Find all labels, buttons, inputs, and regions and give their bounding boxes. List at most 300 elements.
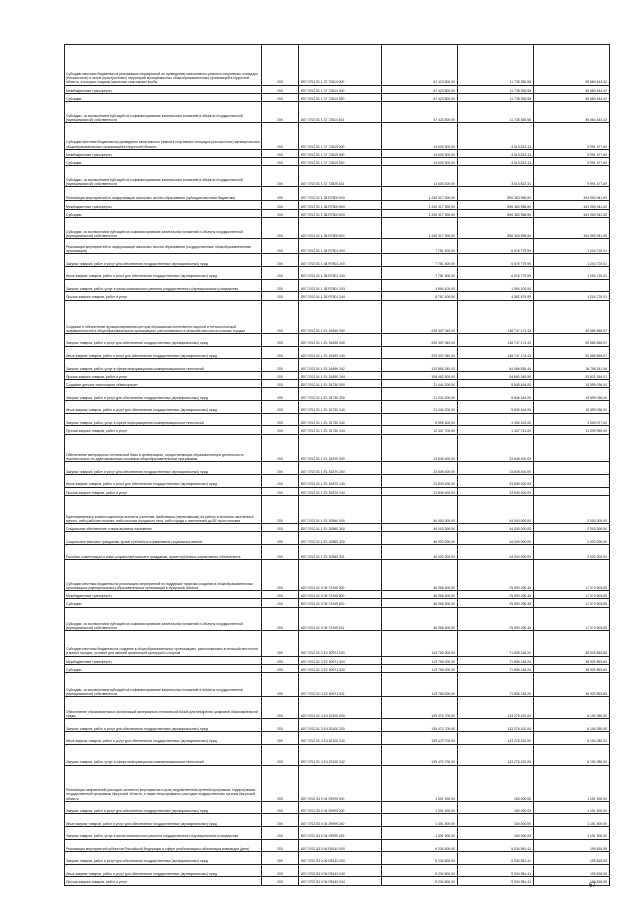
row-name-cell: Субсидии, за исключением субсидий на софинансирование капитальных вложений в объекты государственной (муниципальной) собственности xyxy=(65,166,262,187)
row-approved-cell: 1 240 317 900,00 xyxy=(382,187,458,201)
row-approved-cell: 1 240 317 900,00 xyxy=(382,218,458,239)
row-code-cell: 200 xyxy=(262,267,299,280)
table-row xyxy=(65,434,610,462)
table-row xyxy=(65,149,610,157)
row-executed-cell: 5 845 164,00 xyxy=(458,380,534,388)
row-code-cell: 200 xyxy=(262,239,299,254)
row-name-cell: Иные закупки товаров, работ и услуг для обеспечения государственных (муниципальных) нужд xyxy=(65,346,262,359)
row-executed-cell: 44 000 000,00 xyxy=(458,532,534,545)
row-kbk-cell: 807 0702 51 1 E1 52560 300 xyxy=(299,523,382,531)
table-body xyxy=(65,45,610,886)
row-remaining-cell: 1 204 720,01 xyxy=(534,267,610,280)
row-remaining-cell: 55 684 444,42 xyxy=(534,85,610,93)
row-code-cell: 200 xyxy=(262,801,299,814)
row-remaining-cell: - xyxy=(534,475,610,488)
row-name-cell: Прочая закупка товаров, работ и услуг xyxy=(65,877,262,885)
row-remaining-cell: 9 991 477,69 xyxy=(534,158,610,166)
row-code-cell: 200 xyxy=(262,426,299,434)
table-row xyxy=(65,852,610,865)
table-row xyxy=(65,359,610,372)
row-code-cell: 200 xyxy=(262,656,299,664)
row-kbk-cell: 807 0702 53 0 06 R5140 000 xyxy=(299,839,382,852)
row-approved-cell: 21 444 200,00 xyxy=(382,401,458,414)
row-name-cell: Обеспечение материально-технической базы в организациях, осуществляющих образовательную деятельность исключительно по адаптированным основным общеобразовательным программам xyxy=(65,434,262,462)
row-kbk-cell: 807 0702 51 1 37 72829 520 xyxy=(299,158,382,166)
row-approved-cell: 1 240 317 900,00 xyxy=(382,209,458,217)
row-code-cell: 200 xyxy=(262,495,299,523)
row-code-cell: 200 xyxy=(262,673,299,697)
row-name-cell: Субсидии, за исключением субсидий на софинансирование капитальных вложений в объекты государственной (муниципальной) собственности xyxy=(65,102,262,123)
row-name-cell: Закупка товаров, работ и услуг для обеспечения государственных (муниципальных) нужд xyxy=(65,334,262,347)
table-row xyxy=(65,218,610,239)
row-approved-cell: 67 423 800,00 xyxy=(382,45,458,86)
row-code-cell: 200 xyxy=(262,85,299,93)
row-remaining-cell: - xyxy=(534,487,610,495)
row-code-cell: 200 xyxy=(262,201,299,209)
row-remaining-cell: 6 194 280,00 xyxy=(534,719,610,732)
table-row xyxy=(65,631,610,656)
row-executed-cell: 4 582 679,99 xyxy=(458,292,534,300)
row-name-cell: Реализация мероприятий субъектов Российской Федерации в сфере реабилитации и абилитации инвалидов (дети) xyxy=(65,839,262,852)
row-remaining-cell: - xyxy=(534,434,610,462)
row-code-cell: 200 xyxy=(262,839,299,852)
row-executed-cell: 4 496 423,00 xyxy=(458,413,534,426)
table-row xyxy=(65,239,610,254)
row-executed-cell: 150 000,00 xyxy=(458,826,534,839)
row-name-cell: Создание детских технопарков «Кванториум» xyxy=(65,380,262,388)
row-code-cell: 200 xyxy=(262,279,299,292)
row-remaining-cell: 1 151 900,00 xyxy=(534,826,610,839)
row-kbk-cell: 807 0702 51 1 E1 52560 000 xyxy=(299,495,382,523)
table-row xyxy=(65,719,610,732)
row-remaining-cell: 343 953 941,50 xyxy=(534,209,610,217)
row-name-cell: Субсидии xyxy=(65,93,262,101)
table-row xyxy=(65,607,610,631)
row-kbk-cell: 807 0702 51 1 37 72814 000 xyxy=(299,45,382,86)
row-code-cell: 200 xyxy=(262,371,299,379)
row-remaining-cell: 6 194 280,00 xyxy=(534,744,610,765)
row-executed-cell: 5 034 981,41 xyxy=(458,839,534,852)
row-approved-cell: 139 470 700,00 xyxy=(382,719,458,732)
row-code-cell: 200 xyxy=(262,93,299,101)
table-row xyxy=(65,102,610,123)
row-executed-cell: 150 000,00 xyxy=(458,801,534,814)
row-kbk-cell: 807 0702 51 3 E2 50971 521 xyxy=(299,673,382,697)
row-approved-cell: 110 765 000,00 xyxy=(382,664,458,672)
row-approved-cell: 46 966 900,00 xyxy=(382,607,458,631)
row-kbk-cell: 807 0702 51 1 38 R7500 500 xyxy=(299,201,382,209)
row-executed-cell: 71 835 146,20 xyxy=(458,673,534,697)
table-row xyxy=(65,697,610,719)
row-kbk-cell: 807 0702 51 1 38 R7501 243 xyxy=(299,279,382,292)
row-approved-cell: 1 301 900,00 xyxy=(382,765,458,801)
row-executed-cell: 3 613 822,31 xyxy=(458,149,534,157)
row-code-cell: 200 xyxy=(262,292,299,300)
row-remaining-cell: 9 991 477,69 xyxy=(534,166,610,187)
row-kbk-cell: 807 0702 53 0 06 R5140 244 xyxy=(299,877,382,885)
row-executed-cell: 5 845 164,00 xyxy=(458,401,534,414)
row-executed-cell: 23 849 400,00 xyxy=(458,434,534,462)
row-kbk-cell: 807 0702 51 1 38 R7500 520 xyxy=(299,209,382,217)
row-code-cell: 200 xyxy=(262,359,299,372)
row-remaining-cell: 38 929 853,80 xyxy=(534,673,610,697)
row-name-cell: Иные закупки товаров, работ и услуг для обеспечения государственных (муниципальных) нужд xyxy=(65,267,262,280)
row-approved-cell: 21 444 200,00 xyxy=(382,388,458,401)
row-approved-cell: 229 337 040,00 xyxy=(382,300,458,334)
row-code-cell: 200 xyxy=(262,475,299,488)
row-kbk-cell: 807 0702 51 1 E1 51690 240 xyxy=(299,346,382,359)
row-code-cell: 200 xyxy=(262,413,299,426)
row-name-cell: Закупка товаров, работ, услуг в целях капитального ремонта государственного (муниципального) имущества xyxy=(65,826,262,839)
row-executed-cell: 150 000,00 xyxy=(458,765,534,801)
row-name-cell: Закупка товаров, работ и услуг для обеспечения государственных (муниципальных) нужд xyxy=(65,254,262,267)
row-code-cell: 200 xyxy=(262,631,299,656)
row-kbk-cell: 807 0702 51 1 38 R7500 521 xyxy=(299,218,382,239)
row-remaining-cell: 38 929 853,80 xyxy=(534,656,610,664)
row-executed-cell: 71 835 146,20 xyxy=(458,631,534,656)
table-row xyxy=(65,475,610,488)
row-name-cell: Реализация направлений расходов основного мероприятия и (или) ведомственной целевой программы, подпрограммы государственной программы Иркутской области, а также непрограммных расходов государственных органов Иркутской области xyxy=(65,765,262,801)
row-approved-cell: 12 447 700,00 xyxy=(382,426,458,434)
row-remaining-cell: 1 204 720,01 xyxy=(534,292,610,300)
row-remaining-cell: 15 599 036,00 xyxy=(534,380,610,388)
row-code-cell: 200 xyxy=(262,487,299,495)
row-name-cell: Межбюджетные трансферты xyxy=(65,590,262,598)
row-code-cell: 200 xyxy=(262,697,299,719)
row-approved-cell: 139 470 700,00 xyxy=(382,744,458,765)
row-executed-cell: 133 276 420,00 xyxy=(458,719,534,732)
row-executed-cell: 6 576 779,99 xyxy=(458,239,534,254)
row-kbk-cell: 807 0702 51 1 38 R7501 200 xyxy=(299,254,382,267)
table-row xyxy=(65,413,610,426)
row-kbk-cell: 807 0702 51 1 E1 51730 000 xyxy=(299,380,382,388)
row-kbk-cell: 807 0702 51 3 E2 50971 520 xyxy=(299,664,382,672)
row-code-cell: 200 xyxy=(262,544,299,559)
row-name-cell: Субсидии, за исключением субсидий на софинансирование капитальных вложений в объекты государственной (муниципальной) собственности xyxy=(65,673,262,697)
row-approved-cell: 13 605 300,00 xyxy=(382,166,458,187)
budget-table-sheet xyxy=(64,44,607,886)
row-approved-cell: 67 423 800,00 xyxy=(382,93,458,101)
budget-execution-table xyxy=(64,44,610,886)
row-remaining-cell: 6 194 280,00 xyxy=(534,731,610,744)
row-name-cell: Прочая закупка товаров, работ и услуг xyxy=(65,292,262,300)
row-remaining-cell: 199 818,59 xyxy=(534,877,610,885)
row-executed-cell: 11 738 355,58 xyxy=(458,85,534,93)
row-approved-cell: 1 301 900,00 xyxy=(382,826,458,839)
row-approved-cell: 13 605 300,00 xyxy=(382,149,458,157)
row-approved-cell: 7 781 500,00 xyxy=(382,239,458,254)
row-executed-cell: 29 593 296,35 xyxy=(458,590,534,598)
row-code-cell: 200 xyxy=(262,45,299,86)
row-remaining-cell: 1 151 900,00 xyxy=(534,765,610,801)
row-remaining-cell: 2 000 000,00 xyxy=(534,532,610,545)
row-approved-cell: 5 787 400,00 xyxy=(382,292,458,300)
row-kbk-cell: 807 0702 51 3 E4 52100 242 xyxy=(299,744,382,765)
row-kbk-cell: 807 0702 51 1 E1 51870 240 xyxy=(299,475,382,488)
row-remaining-cell: 90 589 865,57 xyxy=(534,300,610,334)
row-name-cell: Создание и обеспечение функционирования центров образования естественно-научной и технологической направленностей в общеобразовательных организациях, расположенных в сельской местности и малых городах xyxy=(65,300,262,334)
row-kbk-cell: 807 0702 51 1 E1 51690 242 xyxy=(299,359,382,372)
row-remaining-cell: 1 204 720,01 xyxy=(534,239,610,254)
row-approved-cell: 7 781 500,00 xyxy=(382,267,458,280)
row-approved-cell: 5 234 800,00 xyxy=(382,839,458,852)
row-approved-cell: 1 301 900,00 xyxy=(382,801,458,814)
row-remaining-cell: 38 929 853,80 xyxy=(534,664,610,672)
row-approved-cell: 1 240 317 900,00 xyxy=(382,201,458,209)
row-approved-cell: 46 966 900,00 xyxy=(382,599,458,607)
row-name-cell: Иные закупки товаров, работ и услуг для обеспечения государственных (муниципальных) нужд xyxy=(65,475,262,488)
row-executed-cell: 5 034 981,41 xyxy=(458,877,534,885)
row-executed-cell: 23 849 400,00 xyxy=(458,475,534,488)
row-remaining-cell: 17 373 603,65 xyxy=(534,599,610,607)
row-remaining-cell: 11 099 959,00 xyxy=(534,426,610,434)
row-code-cell: 200 xyxy=(262,254,299,267)
table-row xyxy=(65,826,610,839)
row-code-cell: 200 xyxy=(262,719,299,732)
row-approved-cell: 46 000 000,00 xyxy=(382,544,458,559)
row-kbk-cell: 807 0702 51 1 38 R7501 000 xyxy=(299,239,382,254)
row-name-cell: Иные закупки товаров, работ и услуг для обеспечения государственных (муниципальных) нужд xyxy=(65,814,262,827)
row-kbk-cell: 807 0702 53 0 06 R5140 240 xyxy=(299,864,382,877)
row-name-cell: Закупка товаров, работ и услуг для обеспечения государственных (муниципальных) нужд xyxy=(65,462,262,475)
row-remaining-cell: 90 589 865,57 xyxy=(534,334,610,347)
table-row xyxy=(65,346,610,359)
table-row xyxy=(65,279,610,292)
row-approved-cell: 1 301 900,00 xyxy=(382,814,458,827)
row-executed-cell: 29 593 296,35 xyxy=(458,560,534,591)
row-code-cell: 200 xyxy=(262,877,299,885)
row-remaining-cell: 4 500 077,00 xyxy=(534,413,610,426)
table-row xyxy=(65,158,610,166)
row-executed-cell: 150 000,00 xyxy=(458,814,534,827)
row-name-cell: Пособия, компенсации и иные социальные выплаты гражданам, кроме публичных нормативных обязательств xyxy=(65,544,262,559)
row-name-cell: Закупка товаров, работ и услуг для обеспечения государственных (муниципальных) нужд xyxy=(65,852,262,865)
row-approved-cell: 110 765 000,00 xyxy=(382,656,458,664)
row-remaining-cell: 9 991 477,69 xyxy=(534,123,610,150)
row-code-cell: 200 xyxy=(262,826,299,839)
row-code-cell: 200 xyxy=(262,523,299,531)
row-name-cell: Прочая закупка товаров, работ и услуг xyxy=(65,426,262,434)
row-code-cell: 200 xyxy=(262,765,299,801)
row-approved-cell: 8 996 500,00 xyxy=(382,413,458,426)
row-kbk-cell: 807 0702 51 1 E1 51730 244 xyxy=(299,426,382,434)
row-remaining-cell: 17 373 603,65 xyxy=(534,560,610,591)
row-name-cell: Субсидии местным бюджетам на создание в общеобразовательных организациях, расположенных в сельской местности и малых городах, условий для занятий физической культурой и спортом xyxy=(65,631,262,656)
table-row xyxy=(65,292,610,300)
row-executed-cell: 1 994 100,00 xyxy=(458,279,534,292)
row-executed-cell: 896 363 958,50 xyxy=(458,209,534,217)
row-approved-cell: 46 000 000,00 xyxy=(382,532,458,545)
row-name-cell: Субсидии, за исключением субсидий на софинансирование капитальных вложений в объекты государственной (муниципальной) собственности xyxy=(65,607,262,631)
row-approved-cell: 110 765 000,00 xyxy=(382,673,458,697)
row-kbk-cell: 807 0702 51 1 37 72829 521 xyxy=(299,166,382,187)
row-approved-cell: 1 994 100,00 xyxy=(382,279,458,292)
row-code-cell: 200 xyxy=(262,864,299,877)
row-executed-cell: 29 593 296,35 xyxy=(458,607,534,631)
row-kbk-cell: 807 0702 51 1 E1 51870 200 xyxy=(299,462,382,475)
row-code-cell: 200 xyxy=(262,731,299,744)
row-remaining-cell: 1 204 720,01 xyxy=(534,254,610,267)
row-remaining-cell: 1 151 900,00 xyxy=(534,801,610,814)
row-kbk-cell: 807 0702 51 1 E1 51690 200 xyxy=(299,334,382,347)
row-remaining-cell: 15 599 036,00 xyxy=(534,388,610,401)
row-name-cell: Прочая закупка товаров, работ и услуг xyxy=(65,487,262,495)
row-executed-cell: 5 034 981,41 xyxy=(458,852,534,865)
row-name-cell: Реализация мероприятий по модернизации школьных систем образования (государственные общеобразовательные организации) xyxy=(65,239,262,254)
row-name-cell: Субсидии xyxy=(65,158,262,166)
row-executed-cell: 11 738 355,58 xyxy=(458,45,534,86)
row-kbk-cell: 807 0702 53 0 04 29999 200 xyxy=(299,801,382,814)
table-row xyxy=(65,814,610,827)
row-kbk-cell: 807 0702 51 3 05 72449 000 xyxy=(299,560,382,591)
row-executed-cell: 29 593 296,35 xyxy=(458,599,534,607)
row-name-cell: Закупка товаров, работ и услуг для обеспечения государственных (муниципальных) нужд xyxy=(65,801,262,814)
row-name-cell: Единовременные компенсационные выплаты учителям, прибывшим (переехавшим) на работу в сельские населенные пункты, либо рабочие поселки, либо поселки городского типа, либо города с населением до 50 тысяч человек xyxy=(65,495,262,523)
row-code-cell: 200 xyxy=(262,209,299,217)
row-remaining-cell: 2 000 000,00 xyxy=(534,523,610,531)
row-executed-cell: 138 747 174,43 xyxy=(458,334,534,347)
row-executed-cell: 1 347 741,00 xyxy=(458,426,534,434)
row-name-cell: Субсидии xyxy=(65,209,262,217)
row-remaining-cell: 199 818,59 xyxy=(534,839,610,852)
row-remaining-cell: 15 599 036,00 xyxy=(534,401,610,414)
page-number: 67 xyxy=(589,883,596,889)
row-approved-cell: 67 423 800,00 xyxy=(382,85,458,93)
row-code-cell: 200 xyxy=(262,434,299,462)
row-kbk-cell: 807 0702 51 1 E1 51730 240 xyxy=(299,401,382,414)
row-kbk-cell: 807 0702 51 1 E1 51690 000 xyxy=(299,300,382,334)
row-executed-cell: 896 363 958,50 xyxy=(458,218,534,239)
table-row xyxy=(65,401,610,414)
table-row xyxy=(65,864,610,877)
row-name-cell: Субсидии местным бюджетам на реализацию мероприятий по поддержке практики создания в общеобразовательных организациях (муниципальных) образовательных организаций в Иркутской области xyxy=(65,560,262,591)
row-executed-cell: 44 000 000,00 xyxy=(458,495,534,523)
row-remaining-cell: 38 929 853,80 xyxy=(534,631,610,656)
row-kbk-cell: 807 0702 51 1 E1 51730 242 xyxy=(299,413,382,426)
row-code-cell: 200 xyxy=(262,218,299,239)
row-name-cell: Иные закупки товаров, работ и услуг для обеспечения государственных (муниципальных) нужд xyxy=(65,864,262,877)
row-approved-cell: 46 000 000,00 xyxy=(382,523,458,531)
row-code-cell: 200 xyxy=(262,852,299,865)
row-name-cell: Закупка товаров, работ и услуг для обеспечения государственных (муниципальных) нужд xyxy=(65,719,262,732)
row-approved-cell: 5 234 800,00 xyxy=(382,852,458,865)
table-row xyxy=(65,532,610,545)
row-executed-cell: 138 747 174,43 xyxy=(458,346,534,359)
row-kbk-cell: 807 0702 51 1 37 72814 520 xyxy=(299,93,382,101)
row-code-cell: 200 xyxy=(262,462,299,475)
row-approved-cell: 13 605 300,00 xyxy=(382,123,458,150)
row-executed-cell: 6 576 779,99 xyxy=(458,267,534,280)
table-row xyxy=(65,462,610,475)
table-row xyxy=(65,166,610,187)
table-row xyxy=(65,380,610,388)
row-remaining-cell: 53 821 354,01 xyxy=(534,371,610,379)
table-row xyxy=(65,495,610,523)
row-approved-cell: 139 470 700,00 xyxy=(382,731,458,744)
row-code-cell: 200 xyxy=(262,590,299,598)
row-code-cell: 200 xyxy=(262,607,299,631)
row-approved-cell: 229 337 040,00 xyxy=(382,334,458,347)
row-executed-cell: 11 738 355,58 xyxy=(458,93,534,101)
row-kbk-cell: 807 0702 51 1 E1 52560 320 xyxy=(299,532,382,545)
row-remaining-cell: 343 953 941,50 xyxy=(534,201,610,209)
row-kbk-cell: 807 0702 51 1 38 R7500 000 xyxy=(299,187,382,201)
row-name-cell: Межбюджетные трансферты xyxy=(65,201,262,209)
row-name-cell: Закупка товаров, работ и услуг для обеспечения государственных (муниципальных) нужд xyxy=(65,388,262,401)
row-kbk-cell: 807 0702 51 3 05 72449 521 xyxy=(299,607,382,631)
table-row xyxy=(65,656,610,664)
row-kbk-cell: 807 0702 51 3 E4 52100 240 xyxy=(299,731,382,744)
row-name-cell: Закупка товаров, работ, услуг в целях капитального ремонта государственного (муниципального) имущества xyxy=(65,279,262,292)
row-remaining-cell: 199 818,59 xyxy=(534,864,610,877)
row-remaining-cell: 17 373 603,65 xyxy=(534,590,610,598)
row-approved-cell: 5 234 800,00 xyxy=(382,877,458,885)
row-executed-cell: 44 000 000,00 xyxy=(458,544,534,559)
row-kbk-cell: 807 0702 53 0 04 29999 243 xyxy=(299,826,382,839)
row-kbk-cell: 807 0702 51 1 37 72829 000 xyxy=(299,123,382,150)
table-row xyxy=(65,560,610,591)
row-executed-cell: 23 849 400,00 xyxy=(458,487,534,495)
row-kbk-cell: 807 0702 51 1 37 72829 500 xyxy=(299,149,382,157)
row-kbk-cell: 807 0702 51 3 05 72449 500 xyxy=(299,590,382,598)
row-executed-cell: 3 613 822,31 xyxy=(458,158,534,166)
row-remaining-cell: 55 684 444,42 xyxy=(534,102,610,123)
row-name-cell: Субсидии xyxy=(65,599,262,607)
row-remaining-cell: 55 684 444,42 xyxy=(534,93,610,101)
row-executed-cell: 11 738 355,58 xyxy=(458,102,534,123)
row-kbk-cell: 807 0702 51 1 E1 52560 321 xyxy=(299,544,382,559)
row-name-cell: Иные закупки товаров, работ и услуг для обеспечения государственных (муниципальных) нужд xyxy=(65,401,262,414)
row-code-cell: 200 xyxy=(262,664,299,672)
row-name-cell: Субсидии местным бюджетам на реализацию мероприятий по проведению капитального ремонта спортивных площадок (плоскостных) и залов (пристроенных) территорий муниципальных общеобразовательных организаций в Иркутской области, в которых созданы школьные спортивные клубы xyxy=(65,45,262,86)
row-executed-cell: 896 363 958,50 xyxy=(458,201,534,209)
table-row xyxy=(65,765,610,801)
table-row xyxy=(65,254,610,267)
row-name-cell: Межбюджетные трансферты xyxy=(65,85,262,93)
row-approved-cell: 23 849 400,00 xyxy=(382,475,458,488)
row-approved-cell: 21 444 200,00 xyxy=(382,380,458,388)
table-row xyxy=(65,426,610,434)
row-name-cell: Субсидии, за исключением субсидий на софинансирование капитальных вложений в объекты государственной (муниципальной) собственности xyxy=(65,218,262,239)
table-row xyxy=(65,731,610,744)
row-kbk-cell: 807 0702 51 3 E2 50971 500 xyxy=(299,656,382,664)
row-kbk-cell: 807 0702 51 3 E4 52100 200 xyxy=(299,719,382,732)
row-name-cell: Обеспечение образовательных организаций материально-технической базой для внедрения цифровой образовательной среды xyxy=(65,697,262,719)
row-remaining-cell: 2 000 000,00 xyxy=(534,544,610,559)
row-executed-cell: 54 660 345,99 xyxy=(458,371,534,379)
table-row xyxy=(65,187,610,201)
row-kbk-cell: 807 0702 51 1 E1 51690 244 xyxy=(299,371,382,379)
row-executed-cell: 138 747 174,43 xyxy=(458,300,534,334)
row-code-cell: 200 xyxy=(262,149,299,157)
row-kbk-cell: 807 0702 51 3 E4 52100 000 xyxy=(299,697,382,719)
table-row xyxy=(65,599,610,607)
table-row xyxy=(65,300,610,334)
table-row xyxy=(65,267,610,280)
row-name-cell: Субсидии xyxy=(65,664,262,672)
row-approved-cell: 46 966 900,00 xyxy=(382,590,458,598)
row-approved-cell: 108 482 500,00 xyxy=(382,371,458,379)
table-row xyxy=(65,877,610,885)
row-code-cell: 200 xyxy=(262,380,299,388)
row-code-cell: 200 xyxy=(262,744,299,765)
row-approved-cell: 67 423 800,00 xyxy=(382,102,458,123)
row-executed-cell: 71 835 146,20 xyxy=(458,656,534,664)
table-row xyxy=(65,371,610,379)
row-name-cell: Закупка товаров, работ, услуг в сфере информационно-коммуникационных технологий xyxy=(65,359,262,372)
row-kbk-cell: 807 0702 51 1 E1 51730 200 xyxy=(299,388,382,401)
row-code-cell: 200 xyxy=(262,123,299,150)
